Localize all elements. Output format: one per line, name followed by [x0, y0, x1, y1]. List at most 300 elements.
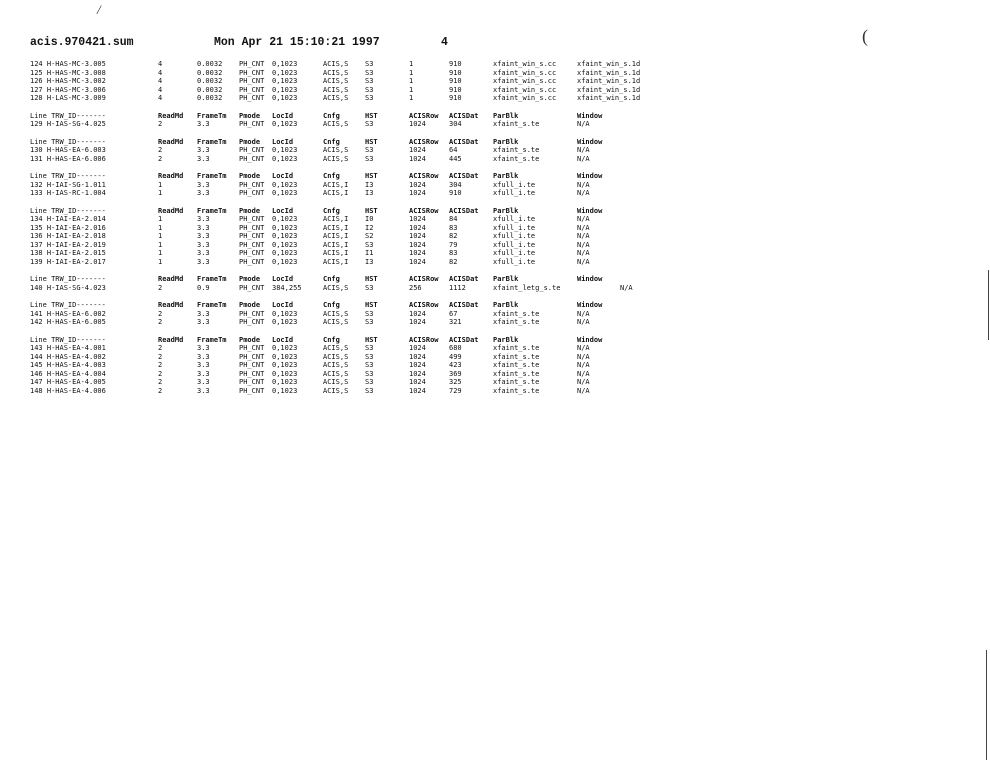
table-cell: 128 H-LAS-MC-3.009 — [30, 94, 106, 102]
scan-mark-right: ( — [862, 26, 868, 46]
table-cell: 680 — [449, 344, 462, 352]
column-header: Line TRW_ID------- — [30, 335, 106, 344]
table-cell: 0,1023 — [272, 352, 298, 361]
table-cell: 2 — [158, 369, 163, 378]
table-cell: 125 H-HAS-MC-3.008 — [30, 68, 106, 77]
table-cell: N/A — [577, 215, 590, 223]
table-cell: 4 — [158, 77, 163, 85]
table-cell: xfaint_s.te — [493, 154, 540, 163]
table-cell: S3 — [365, 344, 374, 352]
table-cell: 3.3 — [197, 189, 210, 197]
table-cell: 1 — [158, 180, 163, 189]
column-header: ACISDat — [449, 335, 479, 344]
table-cell: 1024 — [409, 154, 426, 163]
table-cell: 64 — [449, 146, 458, 154]
table-cell: N/A — [577, 257, 590, 266]
column-header: Cnfg — [323, 137, 340, 146]
table-row — [30, 120, 670, 129]
column-header: LocId — [272, 275, 294, 283]
column-header: LocId — [272, 335, 294, 344]
table-cell: 1 — [158, 249, 163, 257]
table-cell: S2 — [365, 232, 374, 240]
table-cell: ACIS,I — [323, 232, 349, 240]
table-cell: 0,1023 — [272, 154, 298, 163]
table-cell: 1024 — [409, 223, 426, 232]
table-cell: 0,1023 — [272, 77, 298, 85]
table-row — [30, 77, 670, 86]
table-cell: N/A — [577, 120, 590, 128]
table-cell: S3 — [365, 94, 374, 102]
column-header-row — [30, 138, 670, 147]
table-cell: 4 — [158, 68, 163, 77]
table-cell: 4 — [158, 60, 163, 68]
column-header-row — [30, 112, 670, 121]
table-cell: S3 — [365, 77, 374, 85]
column-header: ParBlk — [493, 172, 519, 180]
table-cell: N/A — [577, 378, 590, 386]
table-cell: 1024 — [409, 215, 426, 223]
table-cell: 0,1023 — [272, 386, 298, 395]
table-cell: 4 — [158, 85, 163, 94]
table-cell: 0,1023 — [272, 232, 298, 240]
column-header: HST — [365, 206, 378, 215]
table-cell: 137 H-IAI-EA-2.019 — [30, 240, 106, 249]
table-row — [30, 241, 670, 250]
table-cell: 0,1023 — [272, 60, 298, 68]
table-cell: xfaint_win_s.cc — [493, 60, 557, 68]
table-cell: xfaint_s.te — [493, 378, 540, 386]
table-cell: xfaint_win_s.1d — [577, 94, 641, 102]
table-cell: 148 H-HAS-EA-4.006 — [30, 386, 106, 395]
column-header: ParBlk — [493, 275, 519, 283]
table-cell: 0,1023 — [272, 215, 298, 223]
table-cell: xfaint_win_s.1d — [577, 68, 641, 77]
table-cell: 910 — [449, 189, 462, 197]
table-cell: 3.3 — [197, 386, 210, 395]
table-cell: ACIS,S — [323, 120, 349, 128]
table-cell: 0,1023 — [272, 120, 298, 128]
table-cell: 3.3 — [197, 344, 210, 352]
column-header: ParBlk — [493, 111, 519, 120]
table-cell: 145 H-HAS-EA-4.003 — [30, 361, 106, 369]
table-cell: PH_CNT — [239, 180, 265, 189]
page-edge-line-lower — [986, 650, 987, 760]
table-cell: ACIS,I — [323, 257, 349, 266]
table-cell: 2 — [158, 283, 163, 292]
column-header: ACISRow — [409, 172, 439, 180]
column-header: FrameTm — [197, 206, 227, 215]
table-cell: PH_CNT — [239, 240, 265, 249]
table-cell: 3.3 — [197, 240, 210, 249]
column-header: FrameTm — [197, 335, 227, 344]
table-cell: 1024 — [409, 309, 426, 318]
table-cell: 3.3 — [197, 215, 210, 223]
table-section — [30, 275, 670, 292]
table-cell: ACIS,S — [323, 378, 349, 386]
table-cell: 0,1023 — [272, 146, 298, 154]
table-cell: 1024 — [409, 257, 426, 266]
column-header: HST — [365, 275, 378, 283]
table-cell: 1024 — [409, 180, 426, 189]
table-row — [30, 353, 670, 362]
table-cell: 1 — [158, 189, 163, 197]
table-cell: 0.0032 — [197, 94, 223, 102]
table-cell: 1 — [409, 85, 414, 94]
summary-body — [30, 60, 670, 404]
table-cell: 0,1023 — [272, 189, 298, 197]
table-cell: I3 — [365, 189, 374, 197]
column-header: Line TRW_ID------- — [30, 137, 106, 146]
table-cell: 1024 — [409, 386, 426, 395]
table-cell: S3 — [365, 146, 374, 154]
table-row — [30, 232, 670, 241]
column-header: ReadMd — [158, 275, 184, 283]
table-cell: S3 — [365, 240, 374, 249]
table-cell: 133 H-IAS-RC-1.004 — [30, 189, 106, 197]
table-cell: 0,1023 — [272, 257, 298, 266]
column-header-row — [30, 275, 670, 284]
table-cell: S3 — [365, 154, 374, 163]
table-cell: 1112 — [449, 283, 466, 292]
table-cell: 1024 — [409, 146, 426, 154]
column-header: LocId — [272, 206, 294, 215]
table-cell: N/A — [620, 283, 633, 292]
column-header: Line TRW_ID------- — [30, 301, 106, 309]
table-cell: S3 — [365, 318, 374, 326]
table-cell: PH_CNT — [239, 318, 265, 326]
table-cell: xfull_i.te — [493, 232, 536, 240]
table-cell: 0,1023 — [272, 344, 298, 352]
column-header: Cnfg — [323, 206, 340, 215]
column-header: ParBlk — [493, 137, 519, 146]
table-cell: N/A — [577, 318, 590, 326]
table-cell: PH_CNT — [239, 94, 265, 102]
table-cell: xfaint_letg_s.te — [493, 283, 561, 292]
document-date: Mon Apr 21 15:10:21 1997 — [214, 36, 380, 49]
table-section — [30, 60, 670, 103]
table-cell: PH_CNT — [239, 344, 265, 352]
table-cell: 0,1023 — [272, 249, 298, 257]
table-cell: N/A — [577, 154, 590, 163]
column-header: ReadMd — [158, 335, 184, 344]
table-row — [30, 249, 670, 258]
table-cell: 1 — [158, 240, 163, 249]
table-cell: 79 — [449, 240, 458, 249]
table-cell: S3 — [365, 309, 374, 318]
table-cell: xfull_i.te — [493, 189, 536, 197]
column-header: LocId — [272, 111, 294, 120]
table-cell: 1024 — [409, 361, 426, 369]
column-header: ParBlk — [493, 206, 519, 215]
table-cell: PH_CNT — [239, 386, 265, 395]
table-cell: 2 — [158, 146, 163, 154]
table-cell: N/A — [577, 223, 590, 232]
table-cell: S3 — [365, 60, 374, 68]
table-cell: PH_CNT — [239, 378, 265, 386]
column-header: ACISRow — [409, 275, 439, 283]
table-cell: 83 — [449, 223, 458, 232]
table-cell: 0,1023 — [272, 240, 298, 249]
column-header: ReadMd — [158, 172, 184, 180]
table-cell: N/A — [577, 369, 590, 378]
table-cell: PH_CNT — [239, 369, 265, 378]
table-cell: 1024 — [409, 369, 426, 378]
column-header: Pmode — [239, 206, 261, 215]
table-cell: 136 H-IAI-EA-2.018 — [30, 232, 106, 240]
column-header-row — [30, 301, 670, 310]
table-cell: S3 — [365, 68, 374, 77]
column-header: ACISRow — [409, 111, 439, 120]
table-row — [30, 344, 670, 353]
table-cell: 82 — [449, 257, 458, 266]
table-cell: xfaint_win_s.cc — [493, 94, 557, 102]
column-header: Pmode — [239, 301, 261, 309]
table-cell: ACIS,S — [323, 154, 349, 163]
table-cell: PH_CNT — [239, 352, 265, 361]
table-cell: xfaint_win_s.1d — [577, 60, 641, 68]
table-cell: 321 — [449, 318, 462, 326]
column-header: FrameTm — [197, 301, 227, 309]
table-cell: 1 — [158, 223, 163, 232]
table-cell: 142 H-HAS-EA-6.005 — [30, 318, 106, 326]
table-cell: PH_CNT — [239, 77, 265, 85]
column-header: ACISRow — [409, 301, 439, 309]
column-header: ACISDat — [449, 301, 479, 309]
table-cell: 2 — [158, 344, 163, 352]
column-header: Cnfg — [323, 301, 340, 309]
column-header: ReadMd — [158, 137, 184, 146]
table-cell: 67 — [449, 309, 458, 318]
column-header-row — [30, 172, 670, 181]
column-header: Line TRW_ID------- — [30, 111, 106, 120]
table-cell: xfull_i.te — [493, 223, 536, 232]
table-cell: 127 H-HAS-MC-3.006 — [30, 85, 106, 94]
column-header: Pmode — [239, 335, 261, 344]
table-cell: 3.3 — [197, 249, 210, 257]
table-cell: xfaint_s.te — [493, 344, 540, 352]
table-cell: S3 — [365, 120, 374, 128]
table-cell: ACIS,S — [323, 361, 349, 369]
table-cell: PH_CNT — [239, 146, 265, 154]
table-cell: I0 — [365, 215, 374, 223]
table-cell: 1 — [409, 68, 414, 77]
table-cell: 3.3 — [197, 180, 210, 189]
table-cell: ACIS,S — [323, 283, 349, 292]
table-cell: 0.9 — [197, 283, 210, 292]
table-cell: 124 H-HAS-MC-3.005 — [30, 60, 106, 68]
table-row — [30, 370, 670, 379]
table-cell: 140 H-IAS-SG-4.023 — [30, 283, 106, 292]
column-header: ACISDat — [449, 137, 479, 146]
table-cell: PH_CNT — [239, 85, 265, 94]
table-cell: I3 — [365, 257, 374, 266]
table-row — [30, 215, 670, 224]
table-row — [30, 181, 670, 190]
column-header: Cnfg — [323, 172, 340, 180]
column-header: Window — [577, 335, 603, 344]
table-cell: ACIS,I — [323, 189, 349, 197]
table-cell: 0,1023 — [272, 180, 298, 189]
column-header: Cnfg — [323, 335, 340, 344]
table-cell: 2 — [158, 318, 163, 326]
column-header: ReadMd — [158, 206, 184, 215]
table-cell: 1024 — [409, 249, 426, 257]
table-cell: xfaint_win_s.cc — [493, 68, 557, 77]
table-cell: 0,1023 — [272, 309, 298, 318]
table-cell: ACIS,S — [323, 77, 349, 85]
page-number: 4 — [441, 36, 448, 49]
table-cell: PH_CNT — [239, 120, 265, 128]
table-cell: 3.3 — [197, 120, 210, 128]
column-header: Window — [577, 172, 603, 180]
table-section — [30, 207, 670, 267]
table-cell: 141 H-HAS-EA-6.002 — [30, 309, 106, 318]
column-header: ACISDat — [449, 111, 479, 120]
table-cell: 144 H-HAS-EA-4.002 — [30, 352, 106, 361]
column-header: Pmode — [239, 275, 261, 283]
table-cell: N/A — [577, 361, 590, 369]
table-cell: xfull_i.te — [493, 215, 536, 223]
table-row — [30, 310, 670, 319]
column-header: Window — [577, 301, 603, 309]
table-cell: ACIS,S — [323, 309, 349, 318]
table-cell: PH_CNT — [239, 309, 265, 318]
table-cell: I2 — [365, 223, 374, 232]
table-cell: 138 H-IAI-EA-2.015 — [30, 249, 106, 257]
table-row — [30, 155, 670, 164]
table-cell: ACIS,I — [323, 180, 349, 189]
table-cell: 83 — [449, 249, 458, 257]
table-cell: 256 — [409, 283, 422, 292]
table-section — [30, 301, 670, 327]
table-cell: ACIS,S — [323, 94, 349, 102]
table-cell: PH_CNT — [239, 154, 265, 163]
table-cell: N/A — [577, 240, 590, 249]
table-section — [30, 138, 670, 164]
table-cell: 143 H-HAS-EA-4.001 — [30, 344, 106, 352]
table-cell: 130 H-HAS-EA-6.003 — [30, 146, 106, 154]
table-cell: S3 — [365, 386, 374, 395]
column-header: ParBlk — [493, 335, 519, 344]
table-cell: 0,1023 — [272, 378, 298, 386]
table-cell: 910 — [449, 77, 462, 85]
table-cell: 384,255 — [272, 283, 302, 292]
table-cell: 2 — [158, 386, 163, 395]
table-cell: 423 — [449, 361, 462, 369]
table-cell: 2 — [158, 352, 163, 361]
table-row — [30, 387, 670, 396]
table-cell: 2 — [158, 120, 163, 128]
table-cell: xfaint_s.te — [493, 146, 540, 154]
table-cell: N/A — [577, 344, 590, 352]
table-cell: ACIS,S — [323, 60, 349, 68]
table-cell: ACIS,S — [323, 68, 349, 77]
column-header: FrameTm — [197, 275, 227, 283]
table-cell: 0,1023 — [272, 85, 298, 94]
table-cell: 0.0032 — [197, 60, 223, 68]
table-row — [30, 224, 670, 233]
column-header-row — [30, 336, 670, 345]
table-cell: N/A — [577, 232, 590, 240]
table-cell: xfaint_s.te — [493, 318, 540, 326]
table-cell: 1 — [158, 215, 163, 223]
column-header: FrameTm — [197, 111, 227, 120]
table-cell: I3 — [365, 180, 374, 189]
table-row — [30, 69, 670, 78]
column-header: Window — [577, 137, 603, 146]
table-cell: PH_CNT — [239, 361, 265, 369]
table-cell: N/A — [577, 249, 590, 257]
column-header: ACISRow — [409, 137, 439, 146]
table-cell: xfull_i.te — [493, 240, 536, 249]
table-cell: 3.3 — [197, 223, 210, 232]
table-cell: 1 — [409, 77, 414, 85]
column-header: Pmode — [239, 111, 261, 120]
table-row — [30, 60, 670, 69]
table-row — [30, 146, 670, 155]
table-cell: 910 — [449, 94, 462, 102]
table-cell: 3.3 — [197, 146, 210, 154]
table-cell: ACIS,S — [323, 369, 349, 378]
table-cell: 2 — [158, 309, 163, 318]
table-cell: xfaint_s.te — [493, 309, 540, 318]
column-header: Window — [577, 111, 603, 120]
column-header-row — [30, 207, 670, 216]
table-cell: 129 H-IAS-SG-4.025 — [30, 120, 106, 128]
column-header: Line TRW_ID------- — [30, 172, 106, 180]
table-section — [30, 172, 670, 198]
table-cell: 1024 — [409, 344, 426, 352]
table-cell: 3.3 — [197, 378, 210, 386]
table-cell: PH_CNT — [239, 189, 265, 197]
table-cell: 2 — [158, 361, 163, 369]
table-cell: 1024 — [409, 378, 426, 386]
table-cell: 3.3 — [197, 154, 210, 163]
table-cell: N/A — [577, 146, 590, 154]
table-row — [30, 378, 670, 387]
table-cell: 910 — [449, 85, 462, 94]
column-header: Pmode — [239, 172, 261, 180]
column-header: Cnfg — [323, 275, 340, 283]
table-cell: 0.0032 — [197, 77, 223, 85]
table-cell: 4 — [158, 94, 163, 102]
table-cell: 0,1023 — [272, 361, 298, 369]
table-cell: 304 — [449, 120, 462, 128]
table-row — [30, 361, 670, 370]
table-row — [30, 284, 670, 293]
table-cell: S3 — [365, 352, 374, 361]
table-cell: 147 H-HAS-EA-4.005 — [30, 378, 106, 386]
table-cell: 1024 — [409, 232, 426, 240]
table-cell: 499 — [449, 352, 462, 361]
table-cell: N/A — [577, 309, 590, 318]
table-cell: 3.3 — [197, 257, 210, 266]
document-title: acis.970421.sum — [30, 36, 134, 49]
table-cell: ACIS,I — [323, 249, 349, 257]
table-cell: 2 — [158, 378, 163, 386]
table-cell: 146 H-HAS-EA-4.004 — [30, 369, 106, 378]
table-cell: xfaint_s.te — [493, 361, 540, 369]
column-header: FrameTm — [197, 172, 227, 180]
column-header: ACISDat — [449, 172, 479, 180]
table-cell: 0,1023 — [272, 318, 298, 326]
table-cell: xfaint_s.te — [493, 386, 540, 395]
column-header: LocId — [272, 137, 294, 146]
column-header: Window — [577, 206, 603, 215]
column-header: ACISDat — [449, 206, 479, 215]
table-cell: N/A — [577, 180, 590, 189]
column-header: ReadMd — [158, 301, 184, 309]
